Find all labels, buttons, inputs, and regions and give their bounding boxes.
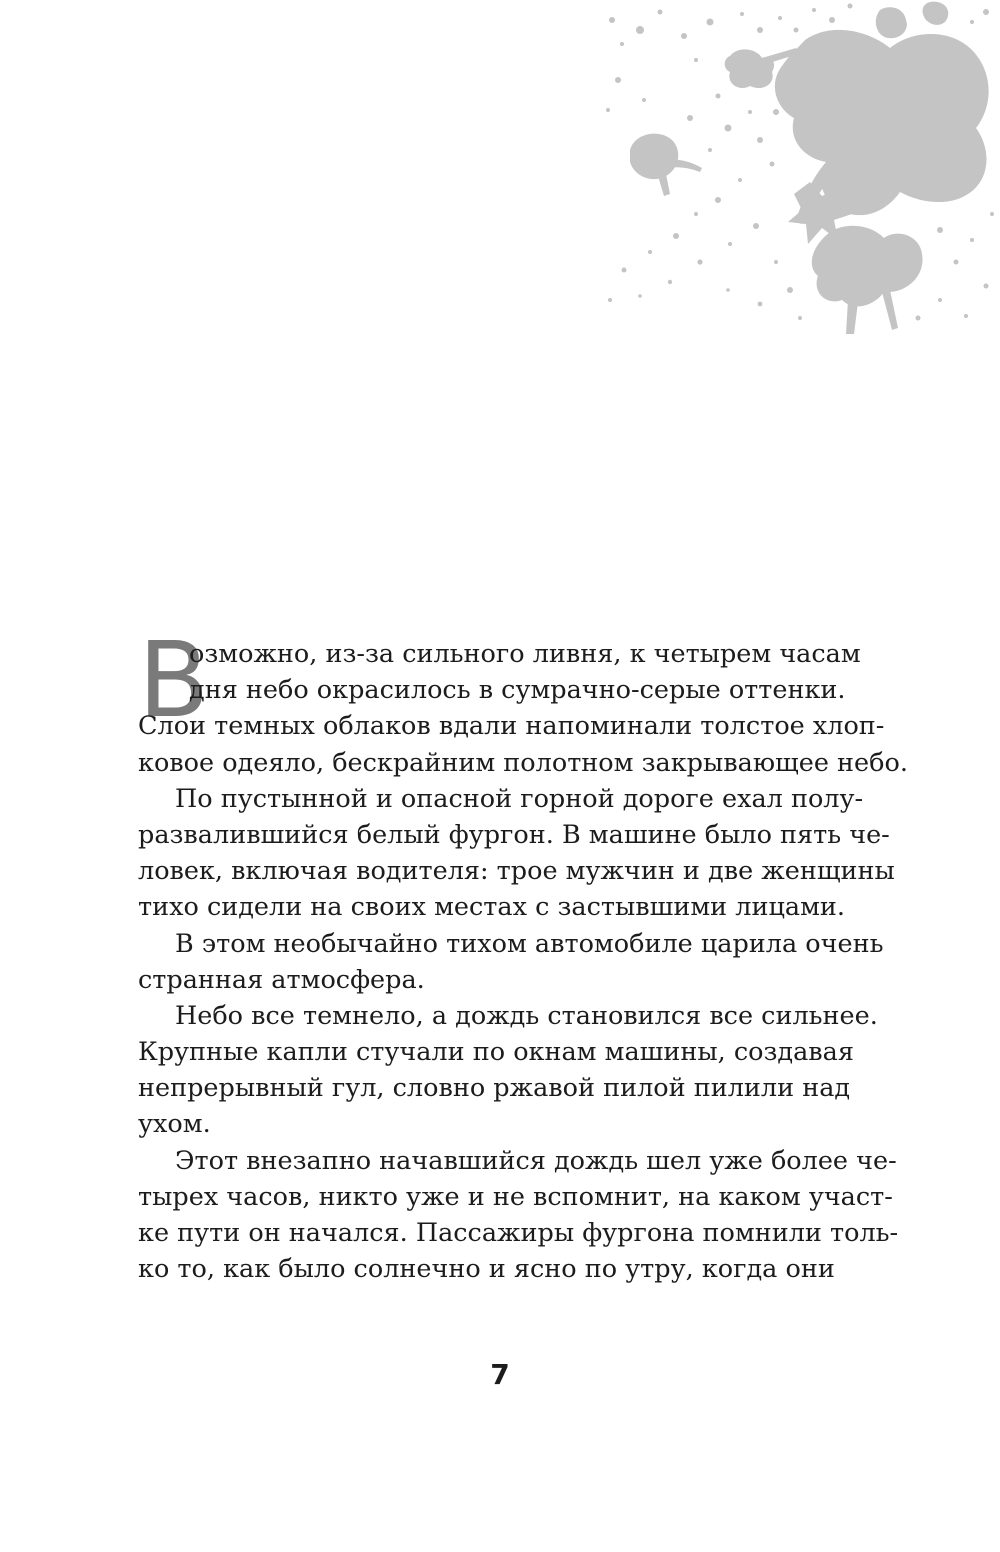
ink-splatter-decoration	[600, 0, 1000, 340]
drop-cap-letter: В	[138, 619, 208, 741]
text-line: ухом.	[138, 1109, 211, 1140]
text-line: По пустынной и опасной горной дороге ехал полу-	[175, 783, 864, 814]
text-line: дня небо окрасилось в сумрачно-серые оттенки.	[189, 675, 846, 706]
text-line: озможно, из-за сильного ливня, к четырем часам	[189, 639, 861, 669]
text-line: ковое одеяло, бескрайним полотном закрывающее небо.	[138, 747, 908, 778]
text-line: Этот внезапно начавшийся дождь шел уже более че-	[175, 1145, 897, 1176]
text-line: Крупные капли стучали по окнам машины, создавая	[138, 1037, 854, 1068]
text-line: тырех часов, никто уже и не вспомнит, на каком участ-	[138, 1181, 893, 1212]
text-line: Слои темных облаков вдали напоминали толстое хлоп-	[138, 711, 885, 742]
text-line: ко то, как было солнечно и ясно по утру, когда они	[138, 1254, 835, 1285]
page-number: 7	[490, 1358, 510, 1391]
text-line: В этом необычайно тихом автомобиле царила очень	[175, 928, 884, 959]
text-line: странная атмосфера.	[138, 964, 425, 995]
body-text	[138, 636, 908, 1287]
text-line: ловек, включая водителя: трое мужчин и две женщины	[138, 856, 895, 887]
text-line: непрерывный гул, словно ржавой пилой пилили над	[138, 1073, 851, 1104]
text-line: тихо сидели на своих местах с застывшими лицами.	[138, 892, 846, 923]
text-line: Небо все темнело, а дождь становился все сильнее.	[175, 1000, 878, 1031]
text-line: развалившийся белый фургон. В машине было пять че-	[138, 819, 890, 850]
text-line: ке пути он начался. Пассажиры фургона помнили толь-	[138, 1218, 899, 1248]
